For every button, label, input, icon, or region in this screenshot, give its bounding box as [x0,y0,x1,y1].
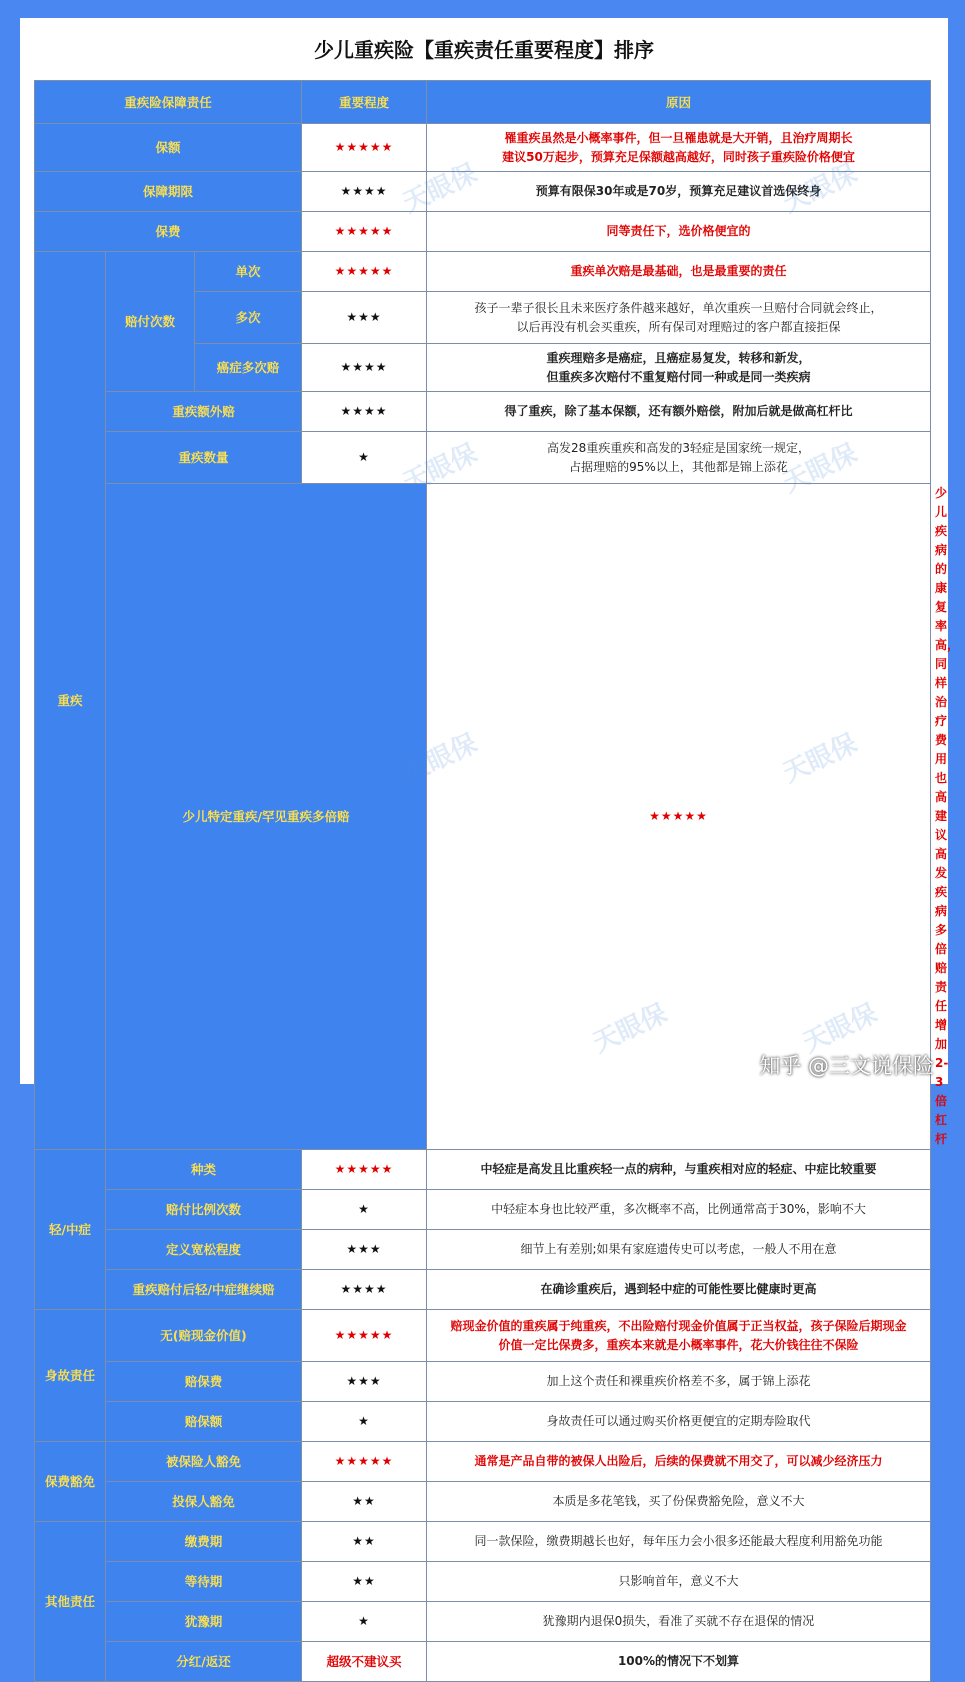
star-rating: ★ [302,1190,427,1230]
reason-text: 犹豫期内退保0损失，看准了买就不存在退保的情况 [427,1602,931,1642]
row-label: 保费 [35,212,302,252]
reason-text: 只影响首年，意义不大 [427,1562,931,1602]
importance-table [34,80,960,1682]
subgroup-label-times: 赔付次数 [106,252,195,392]
table-row [35,1522,931,1562]
star-rating: ★★★★ [302,344,427,392]
row-label: 少儿特定重疾/罕见重疾多倍赔 [106,484,427,1150]
star-rating: ★★★★ [302,172,427,212]
group-label-other: 其他责任 [35,1522,106,1682]
table-row [35,1482,931,1522]
importance-note: 超级不建议买 [302,1642,427,1682]
row-label: 重疾数量 [106,432,302,484]
table-row [35,1150,931,1190]
row-label: 分红/返还 [106,1642,302,1682]
author-credit: 知乎 @三文说保险 [759,1054,934,1078]
reason-text: 中轻症本身也比较严重，多次概率不高，比例通常高于30%，影响不大 [427,1190,931,1230]
row-label: 赔保额 [106,1402,302,1442]
header-importance: 重要程度 [302,81,427,124]
reason-text: 在确诊重疾后，遇到轻中症的可能性要比健康时更高 [427,1270,931,1310]
star-rating: ★★ [302,1482,427,1522]
table-row [35,1362,931,1402]
table-row [35,252,931,292]
row-label: 保额 [35,124,302,172]
star-rating: ★★ [302,1522,427,1562]
table-header-row [35,81,931,124]
row-label: 重疾赔付后轻/中症继续赔 [106,1270,302,1310]
row-label: 被保险人豁免 [106,1442,302,1482]
reason-text: 赔现金价值的重疾属于纯重疾，不出险赔付现金价值属于正当权益，孩子保险后期现金 价值一定比保费多，重疾本来就是小概率事件，花大价钱往往不保险 [427,1310,931,1362]
reason-text: 孩子一辈子很长且未来医疗条件越来越好，单次重疾一旦赔付合同就会终止， 以后再没有机会买重疾，所有保司对理赔过的客户都直接拒保 [427,292,931,344]
table-row [35,212,931,252]
table-row [35,172,931,212]
row-label: 无(赔现金价值) [106,1310,302,1362]
row-label: 保障期限 [35,172,302,212]
table-row [35,1190,931,1230]
star-rating: ★★★★★ [302,1310,427,1362]
group-label-waiver: 保费豁免 [35,1442,106,1522]
table-row [35,1402,931,1442]
row-label: 等待期 [106,1562,302,1602]
star-rating: ★ [302,1402,427,1442]
group-label-death: 身故责任 [35,1310,106,1442]
star-rating: ★★ [302,1562,427,1602]
group-label-mild: 轻/中症 [35,1150,106,1310]
reason-text: 细节上有差别;如果有家庭遗传史可以考虑，一般人不用在意 [427,1230,931,1270]
page-title: 少儿重疾险【重疾责任重要程度】排序 [314,38,654,62]
table-row [35,1442,931,1482]
reason-text: 高发28重疾重疾和高发的3轻症是国家统一规定， 占据理赔的95%以上，其他都是锦上添花 [427,432,931,484]
star-rating: ★★★★★ [302,1442,427,1482]
reason-text: 加上这个责任和裸重疾价格差不多，属于锦上添花 [427,1362,931,1402]
reason-text: 同等责任下，选价格便宜的 [427,212,931,252]
table-row [35,1642,931,1682]
star-rating: ★★★ [302,1362,427,1402]
table-row [35,1602,931,1642]
star-rating: ★★★★ [302,1270,427,1310]
row-label: 单次 [195,252,302,292]
table-row [35,124,931,172]
reason-text: 同一款保险，缴费期越长也好，每年压力会小很多还能最大程度利用豁免功能 [427,1522,931,1562]
row-label: 种类 [106,1150,302,1190]
reason-text: 得了重疾，除了基本保额，还有额外赔偿，附加后就是做高杠杆比 [427,392,931,432]
table-row [35,1310,931,1362]
content-panel [20,18,960,1669]
star-rating: ★★★ [302,1230,427,1270]
reason-text: 中轻症是高发且比重疾轻一点的病种，与重疾相对应的轻症、中症比较重要 [427,1150,931,1190]
reason-text: 罹重疾虽然是小概率事件，但一旦罹患就是大开销，且治疗周期长 建议50万起步，预算充足保额越高越好，同时孩子重疾险价格便宜 [427,124,931,172]
row-label: 缴费期 [106,1522,302,1562]
star-rating: ★ [302,432,427,484]
star-rating: ★ [302,1602,427,1642]
table-row [35,432,931,484]
row-label: 赔付比例次数 [106,1190,302,1230]
star-rating: ★★★★ [302,392,427,432]
row-label: 重疾额外赔 [106,392,302,432]
reason-text: 本质是多花笔钱，买了份保费豁免险，意义不大 [427,1482,931,1522]
star-rating: ★★★★★ [302,1150,427,1190]
star-rating: ★★★★★ [302,252,427,292]
table-row [35,1230,931,1270]
table-row: 少儿特定重疾/罕见重疾多倍赔 ★★★★★ 少儿疾病的康复率高，同样治疗费用也高 建议高发疾病多倍赔责任增加2-3倍杠杆 [35,484,931,1150]
row-label: 癌症多次赔 [195,344,302,392]
row-label: 定义宽松程度 [106,1230,302,1270]
reason-text: 预算有限保30年或是70岁，预算充足建议首选保终身 [427,172,931,212]
header-responsibility: 重疾险保障责任 [35,81,302,124]
reason-text: 100%的情况下不划算 [427,1642,931,1682]
table-row [35,392,931,432]
reason-text: 通常是产品自带的被保人出险后，后续的保费就不用交了，可以减少经济压力 [427,1442,931,1482]
reason-text: 身故责任可以通过购买价格更便宜的定期寿险取代 [427,1402,931,1442]
group-label-critical: 重疾 [35,252,106,1150]
reason-text: 重疾单次赔是最基础，也是最重要的责任 [427,252,931,292]
star-rating: ★★★★★ [302,124,427,172]
row-label: 投保人豁免 [106,1482,302,1522]
row-label: 赔保费 [106,1362,302,1402]
star-rating: ★★★★★ [302,212,427,252]
star-rating: ★★★ [302,292,427,344]
reason-text: 重疾理赔多是癌症，且癌症易复发，转移和新发， 但重疾多次赔付不重复赔付同一种或是同一类疾病 [427,344,931,392]
table-row [35,1562,931,1602]
header-reason: 原因 [427,81,931,124]
table-row [35,1270,931,1310]
row-label: 犹豫期 [106,1602,302,1642]
row-label: 多次 [195,292,302,344]
star-rating: ★★★★★ [427,484,931,1150]
